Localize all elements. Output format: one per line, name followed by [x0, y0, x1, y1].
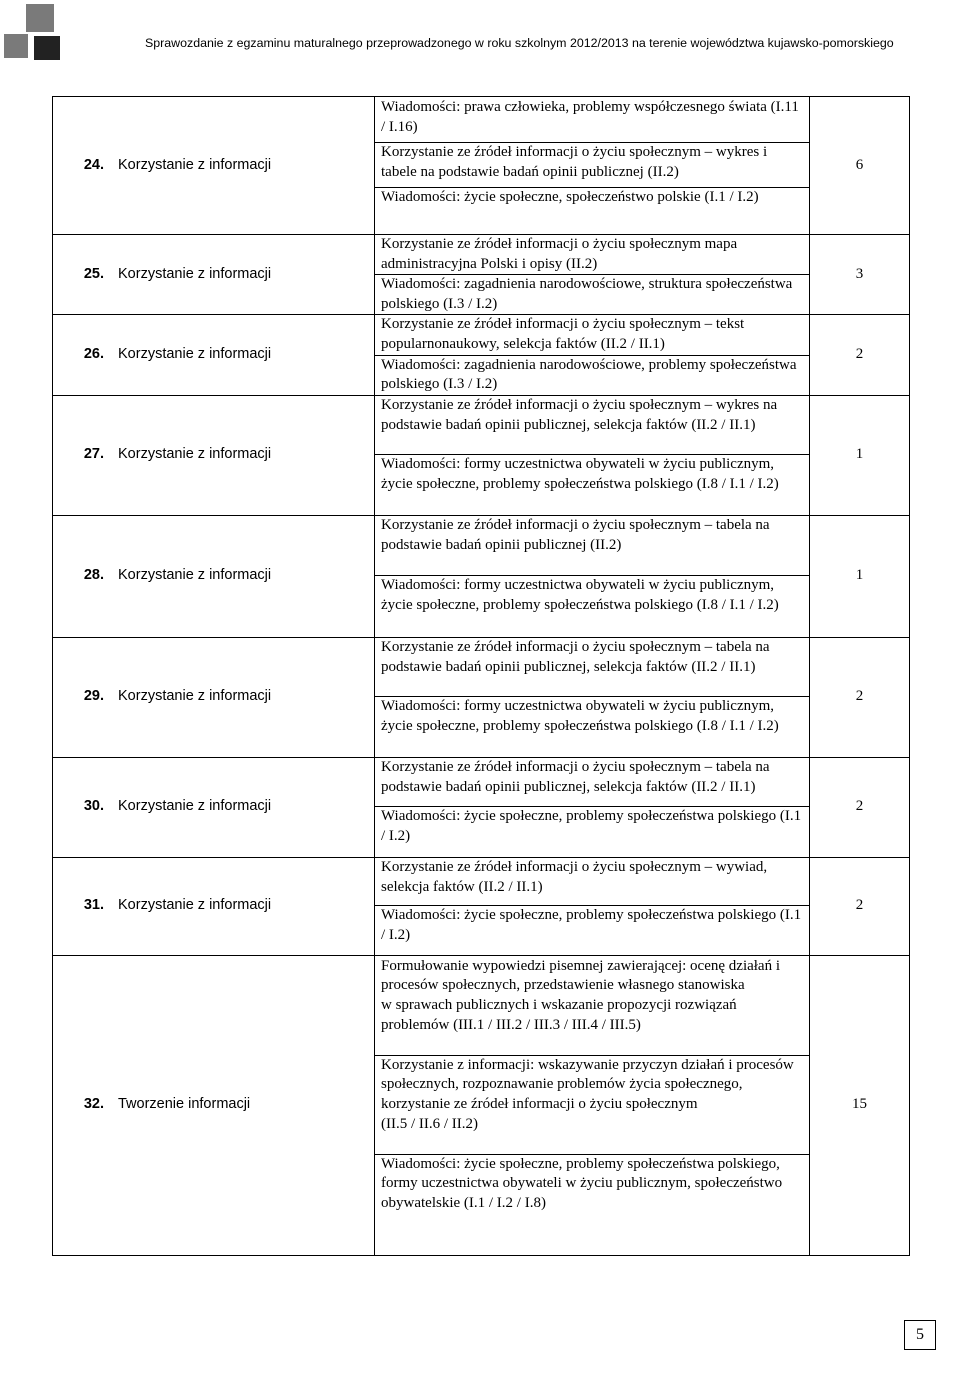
- task-number: 29.: [83, 688, 104, 705]
- task-area: Tworzenie informacji: [118, 1096, 251, 1113]
- description-text: Wiadomości: zagadnienia narodowościowe, struktura społeczeństwa polskiego (I.3 / I.2): [381, 276, 793, 312]
- table-row: [53, 757, 910, 857]
- description-text: Korzystanie z informacji: wskazywanie przyczyn działań i procesów społecznych, rozpoznawanie problemów życia społecznego, korzystanie ze źródeł informacji o życiu społecznym (II.5 / II.6 / II.2): [375, 1056, 809, 1155]
- table-row: [53, 315, 910, 395]
- task-cell: [53, 757, 375, 857]
- description-cell: [375, 395, 810, 515]
- task-area: Korzystanie z informacji: [118, 446, 272, 463]
- description-text: Wiadomości: zagadnienia narodowościowe, problemy społeczeństwa polskiego (I.3 / I.2): [381, 356, 797, 393]
- table-row: [53, 515, 910, 637]
- description-text: Wiadomości: życie społeczne, problemy społeczeństwa polskiego (I.1 / I.2): [381, 907, 802, 943]
- description-text: Korzystanie ze źródeł informacji o życiu społecznym – wykres na podstawie badań opinii publicznej, selekcja faktów (II.2 / II.1): [375, 396, 809, 455]
- table-row: [53, 395, 910, 515]
- percent-cell: 2: [810, 637, 910, 757]
- task-number: 30.: [83, 798, 104, 815]
- description-text: Korzystanie ze źródeł informacji o życiu społecznym – wywiad, selekcja faktów (II.2 / II.1): [375, 858, 809, 906]
- task-number: 28.: [83, 567, 104, 584]
- table-row: [53, 235, 910, 315]
- percent-cell: 3: [810, 235, 910, 315]
- description-text: Korzystanie ze źródeł informacji o życiu społecznym – tabela na podstawie badań opinii publicznej, selekcja faktów (II.2 / II.1): [375, 758, 809, 807]
- description-text: Korzystanie ze źródeł informacji o życiu społecznym mapa administracyjna Polski i opisy (II.2): [375, 235, 809, 275]
- percent-cell: 2: [810, 757, 910, 857]
- task-area: Korzystanie z informacji: [118, 688, 272, 705]
- task-area: Korzystanie z informacji: [118, 346, 272, 363]
- table-row: [53, 857, 910, 955]
- task-area: Korzystanie z informacji: [118, 567, 272, 584]
- description-text: Wiadomości: życie społeczne, problemy społeczeństwa polskiego, formy uczestnictwa obywateli w życiu publicznym, społeczeństwo obywatelskie (I.1 / I.2 / I.8): [381, 1155, 783, 1211]
- task-number: 24.: [83, 156, 104, 173]
- task-number: 32.: [83, 1096, 104, 1113]
- description-text: Korzystanie ze źródeł informacji o życiu społecznym – tabela na podstawie badań opinii publicznej (II.2): [375, 516, 809, 576]
- task-cell: [53, 515, 375, 637]
- description-text: Korzystanie ze źródeł informacji o życiu społecznym – tekst popularnonaukowy, selekcja faktów (II.2 / II.1): [375, 315, 809, 355]
- table-row: [53, 97, 910, 235]
- task-number: 26.: [83, 346, 104, 363]
- description-cell: [375, 515, 810, 637]
- description-text: Wiadomości: formy uczestnictwa obywateli w życiu publicznym, życie społeczne, problemy społeczeństwa polskiego (I.8 / I.1 / I.2): [381, 577, 779, 613]
- task-area: Korzystanie z informacji: [118, 897, 272, 914]
- description-cell: [375, 955, 810, 1255]
- description-cell: [375, 757, 810, 857]
- description-text: Korzystanie ze źródeł informacji o życiu społecznym – tabela na podstawie badań opinii publicznej, selekcja faktów (II.2 / II.1): [375, 638, 809, 697]
- header-title: Sprawozdanie z egzaminu maturalnego przeprowadzonego w roku szkolnym 2012/2013 na terenie województwa kujawsko-pomorskiego: [145, 36, 894, 50]
- task-number: 25.: [83, 265, 104, 282]
- task-cell: [53, 97, 375, 235]
- table-row: [53, 637, 910, 757]
- task-area: Korzystanie z informacji: [118, 265, 272, 282]
- description-cell: [375, 97, 810, 235]
- task-cell: [53, 955, 375, 1255]
- description-text: Wiadomości: prawa człowieka, problemy współczesnego świata (I.11 / I.16): [375, 98, 809, 143]
- description-text: Wiadomości: formy uczestnictwa obywateli w życiu publicznym, życie społeczne, problemy społeczeństwa polskiego (I.8 / I.1 / I.2): [381, 456, 779, 492]
- description-text: Formułowanie wypowiedzi pisemnej zawierającej: ocenę działań i procesów społecznych, przedstawienie własnego stanowiska w sprawach publicznych i wskazanie propozycji rozwiązań problemów (III.1 / III.2 / III.3 / III.4 / III.5): [375, 957, 809, 1056]
- task-cell: [53, 637, 375, 757]
- task-number: 27.: [83, 446, 104, 463]
- task-cell: [53, 235, 375, 315]
- logo: [4, 4, 60, 60]
- percent-cell: 1: [810, 395, 910, 515]
- page-number: 5: [904, 1320, 936, 1350]
- task-cell: [53, 857, 375, 955]
- percent-cell: 15: [810, 955, 910, 1255]
- description-cell: [375, 235, 810, 315]
- table-row: [53, 955, 910, 1255]
- description-cell: [375, 637, 810, 757]
- task-cell: [53, 395, 375, 515]
- description-text: Wiadomości: życie społeczne, społeczeństwo polskie (I.1 / I.2): [381, 189, 759, 205]
- task-number: 31.: [83, 897, 104, 914]
- percent-cell: 1: [810, 515, 910, 637]
- description-text: Korzystanie ze źródeł informacji o życiu społecznym – wykres i tabele na podstawie badań opinii publicznej (II.2): [375, 143, 809, 188]
- description-cell: [375, 857, 810, 955]
- task-area: Korzystanie z informacji: [118, 156, 272, 173]
- description-text: Wiadomości: formy uczestnictwa obywateli w życiu publicznym, życie społeczne, problemy społeczeństwa polskiego (I.8 / I.1 / I.2): [381, 698, 779, 734]
- task-area: Korzystanie z informacji: [118, 798, 272, 815]
- percent-cell: 2: [810, 315, 910, 395]
- description-cell: [375, 315, 810, 395]
- description-text: Wiadomości: życie społeczne, problemy społeczeństwa polskiego (I.1 / I.2): [381, 808, 802, 844]
- percent-cell: 6: [810, 97, 910, 235]
- task-cell: [53, 315, 375, 395]
- results-table: [52, 96, 910, 1256]
- percent-cell: 2: [810, 857, 910, 955]
